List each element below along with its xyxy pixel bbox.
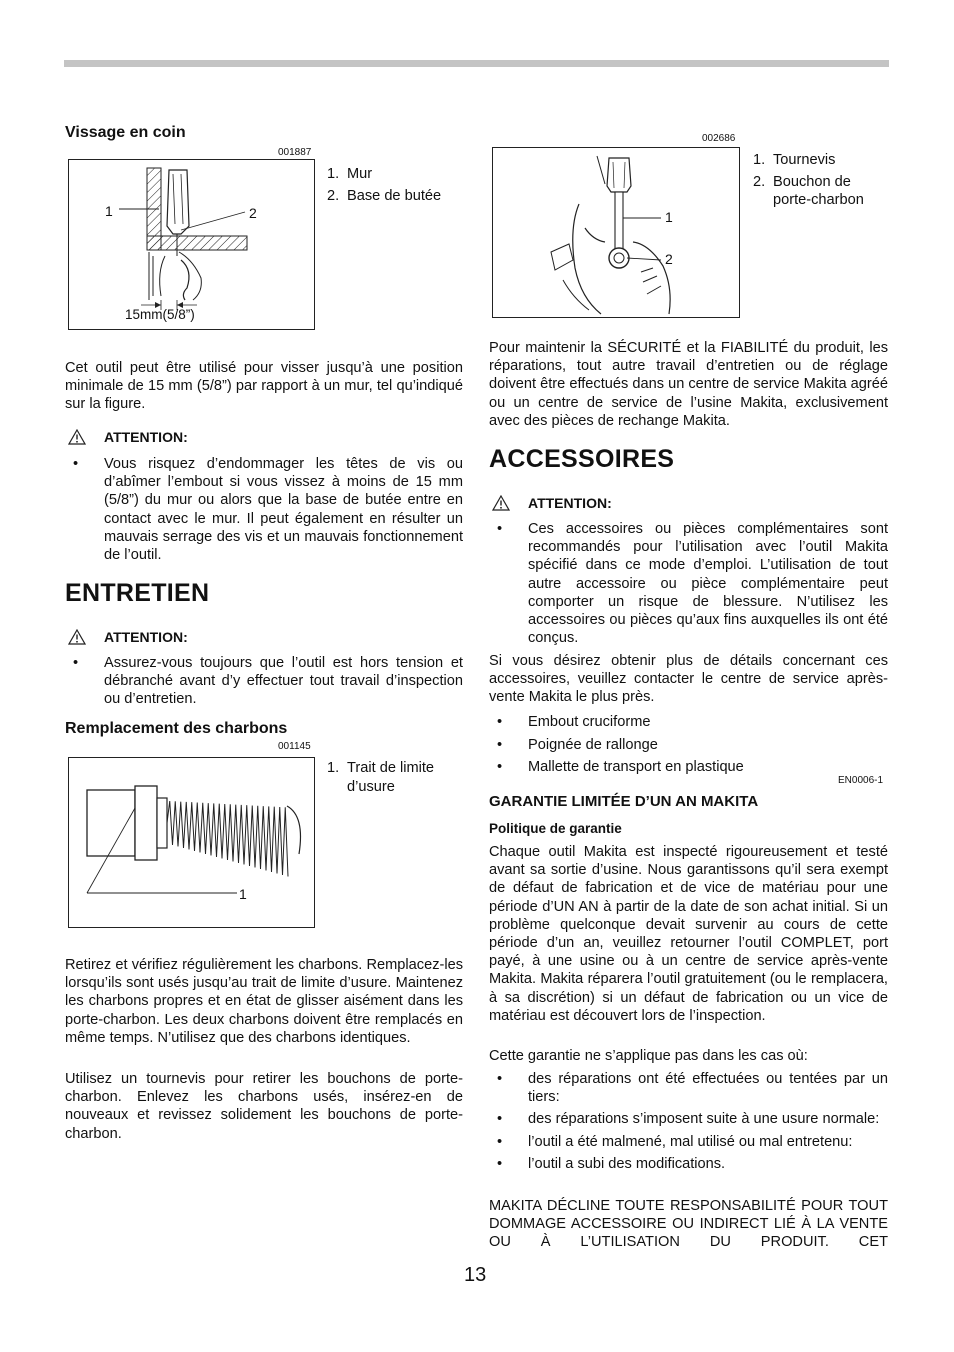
figure-label-1: 1	[665, 209, 673, 225]
attention-notice: ATTENTION:	[68, 429, 188, 445]
paragraph: Pour maintenir la SÉCURITÉ et la FIABILITÉ du produit, les réparations, tout autre travail d’entretien ou de réglage doivent être effectués dans un centre de service Makita agréé ou un centre de service de l’usine Makita, exclusivement avec des pièces de rechange Makita.	[489, 340, 888, 429]
paragraph: Cette garantie ne s’applique pas dans les cas où:	[489, 1048, 808, 1064]
list-item: • Ces accessoires ou pièces complémentaires sont recommandés pour l’utilisation avec l’outil Makita spécifié dans ce mode d’emploi. L’utilisation de tout autre accessoire ou pièce complémentaire peut comporter un risque de blessure. N’utilisez les accessoires ou pièces qu’aux fins auxquelles ils ont été conçus.	[497, 521, 888, 647]
figure-label-1: 1	[239, 886, 247, 902]
paragraph: Chaque outil Makita est inspecté rigoureusement et testé avant sa sortie d’usine. Nous garantissons qu’il sera exempt de défaut de fabrication et de vice de matériau pour une période d’UN AN à partir de la date de son achat initial. Si un problème quelconque devait survenir au cours de cette période d’un an, veuillez retourner l’outil COMPLET, port payé, à une usine ou à un centre de service après-vente Makita. Makita réparera l’outil gratuitement (ou le remplacera, à sa discrétion) si un défaut de fabrication ou un vice de matériau est découvert lors de l’inspection.	[489, 844, 888, 1024]
list-item: • Embout cruciforme	[497, 714, 651, 730]
list-item: • Poignée de rallonge	[497, 736, 658, 753]
sub-heading-remplacement: Remplacement des charbons	[65, 720, 288, 737]
list-item: • Assurez-vous toujours que l’outil est hors tension et débranché avant d’y effectuer tout travail d’inspection ou d’entretien.	[73, 655, 463, 708]
bullet-list	[65, 455, 463, 564]
figure-code: 001145	[278, 741, 311, 752]
caption-item: 1. Tournevis	[753, 152, 836, 168]
figure-dimension: 15mm(5/8”)	[125, 307, 195, 322]
carbon-brush-illustration	[69, 758, 314, 927]
section-heading-entretien: ENTRETIEN	[65, 579, 210, 607]
section-code: EN0006-1	[838, 775, 884, 786]
list-item: • Mallette de transport en plastique	[497, 759, 744, 776]
figure-label-2: 2	[249, 205, 257, 221]
warning-triangle-icon	[492, 495, 510, 511]
corner-screwing-illustration	[69, 160, 314, 329]
paragraph: Retirez et vérifiez régulièrement les charbons. Remplacez-les lorsqu’ils sont usés jusqu’au trait de limite d’usure. Maintenez les charbons propres et en état de glisser aisément dans les porte-charbon. Les deux charbons doivent être remplacés en même temps. N’utilisez que des charbons identiques.	[65, 957, 463, 1046]
list-item: • des réparations ont été effectuées ou tentées par un tiers:	[497, 1071, 888, 1106]
sub-heading-politique: Politique de garantie	[489, 821, 622, 836]
figure-code: 001887	[278, 147, 312, 158]
section-heading-accessoires: ACCESSOIRES	[489, 445, 675, 473]
figure-captions	[327, 165, 467, 205]
caption-item: 2. Base de butée	[327, 187, 442, 204]
figure-label-1: 1	[105, 203, 113, 219]
section-heading-vissage: Vissage en coin	[65, 124, 186, 141]
accessory-list	[489, 711, 888, 779]
attention-notice: ATTENTION:	[68, 629, 188, 645]
section-heading-garantie: GARANTIE LIMITÉE D’UN AN MAKITA	[489, 793, 759, 810]
bullet-list	[489, 1070, 888, 1173]
caption-item: 2. Bouchon de porte-charbon	[753, 173, 864, 208]
paragraph: Utilisez un tournevis pour retirer les bouchons de porte-charbon. Enlevez les charbons usés, insérez-en de nouveaux et revissez solidement les bouchons de porte-charbon.	[65, 1071, 463, 1142]
figure-brush-cap	[492, 147, 740, 318]
attention-notice: ATTENTION:	[492, 495, 612, 511]
bullet-list	[489, 520, 888, 647]
bullet-list	[65, 654, 463, 709]
caption-item: 1. Trait de limite d’usure	[327, 760, 435, 795]
warning-triangle-icon	[68, 629, 86, 645]
page-number: 13	[464, 1264, 487, 1286]
header-rule	[64, 60, 889, 67]
brush-cap-illustration	[493, 148, 739, 317]
caption-item: 1. Mur	[327, 166, 373, 182]
figure-label-2: 2	[665, 251, 673, 267]
figure-captions	[753, 151, 893, 210]
list-item: • des réparations s’imposent suite à une usure normale:	[497, 1111, 880, 1128]
paragraph: Cet outil peut être utilisé pour visser jusqu’à une position minimale de 15 mm (5/8”) par rapport à un mur, tel qu’indiqué sur la figure.	[65, 360, 463, 413]
figure-carbon-brush	[68, 757, 315, 928]
list-item: • Vous risquez d’endommager les têtes de vis ou d’abîmer l’embout si vous vissez à moins de 15 mm (5/8”) du mur ou alors que la base de butée entre en contact avec le mur. Il peut également en résulter un mauvais serrage des vis et un mauvais fonctionnement de l’outil.	[73, 456, 463, 564]
list-item: • l’outil a été malmené, mal utilisé ou mal entretenu:	[497, 1133, 853, 1150]
figure-captions	[327, 759, 467, 796]
paragraph: MAKITA DÉCLINE TOUTE RESPONSABILITÉ POUR TOUT DOMMAGE ACCESSOIRE OU INDIRECT LIÉ À LA VENTE OU À L’UTILISATION DU PRODUIT. CET	[489, 1198, 888, 1251]
figure-code: 002686	[702, 133, 736, 144]
list-item: • l’outil a subi des modifications.	[497, 1155, 726, 1172]
warning-triangle-icon	[68, 429, 86, 445]
figure-corner-screwing	[68, 159, 315, 330]
paragraph: Si vous désirez obtenir plus de détails concernant ces accessoires, veuillez contacter le centre de service après-vente Makita le plus près.	[489, 653, 888, 706]
